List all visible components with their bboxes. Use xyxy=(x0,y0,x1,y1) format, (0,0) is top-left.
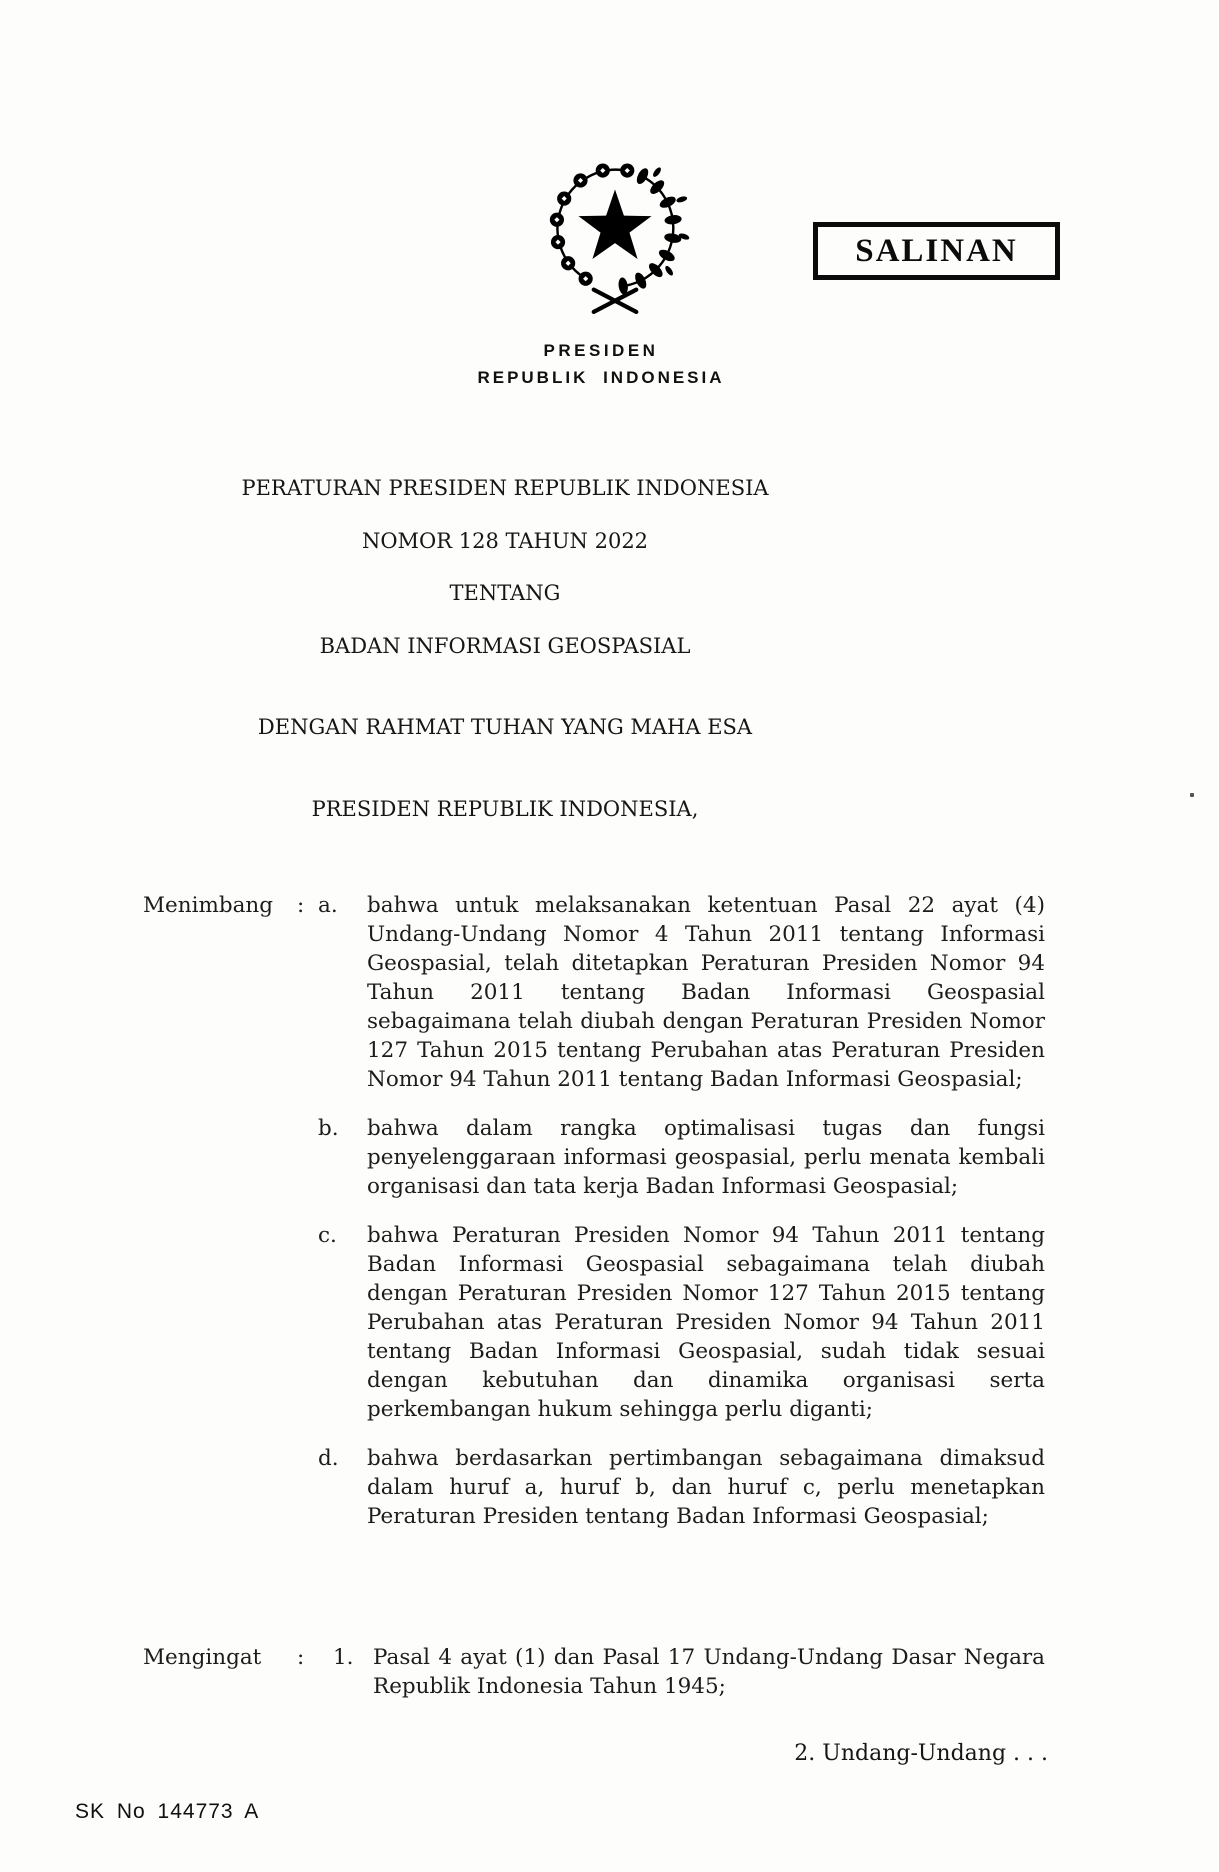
recalling-items xyxy=(318,1643,1045,1701)
considering-item-c xyxy=(318,1221,1045,1424)
item-marker: 1. xyxy=(333,1645,354,1670)
item-text: bahwa berdasarkan pertimbangan sebagaimana dimaksud dalam huruf a, huruf b, dan huruf c, perlu menetapkan Peraturan Presiden tentang Badan Informasi Geospasial; xyxy=(367,1446,1045,1529)
salinan-stamp xyxy=(813,222,1060,280)
considering-section xyxy=(143,891,1045,1531)
title-line-subject: BADAN INFORMASI GEOSPASIAL xyxy=(319,633,691,658)
title-line-number: NOMOR 128 TAHUN 2022 xyxy=(361,528,649,553)
item-text: bahwa dalam rangka optimalisasi tugas dan fungsi penyelenggaraan informasi geospasial, perlu menata kembali organisasi dan tata kerja Badan Informasi Geospasial; xyxy=(367,1116,1045,1199)
serial-number: SK No 144773 A xyxy=(75,1800,260,1823)
issuer-line: PRESIDEN REPUBLIK INDONESIA, xyxy=(311,797,699,821)
item-text: Pasal 4 ayat (1) dan Pasal 17 Undang-Undang Dasar Negara Republik Indonesia Tahun 1945; xyxy=(373,1645,1045,1699)
page-catchword: 2. Undang-Undang . . . xyxy=(794,1741,1048,1766)
recalling-item-1 xyxy=(318,1643,1045,1701)
presidential-star-wreath-emblem-icon xyxy=(531,146,699,322)
considering-label: Menimbang xyxy=(143,893,274,918)
recalling-section xyxy=(143,1643,1045,1701)
letterhead-republik-indonesia: REPUBLIK INDONESIA xyxy=(477,368,725,387)
considering-item-d xyxy=(318,1444,1045,1531)
regulation-title xyxy=(0,462,1010,672)
scan-artifact-dot xyxy=(1190,793,1194,797)
letterhead-presiden: PRESIDEN xyxy=(543,341,659,360)
item-marker: a. xyxy=(318,893,338,918)
letterhead xyxy=(0,337,1202,391)
title-line-tentang: TENTANG xyxy=(449,581,561,605)
item-marker: d. xyxy=(318,1446,339,1471)
item-marker: c. xyxy=(318,1223,337,1248)
considering-item-b xyxy=(318,1114,1045,1201)
item-text: bahwa untuk melaksanakan ketentuan Pasal 22 ayat (4) Undang-Undang Nomor 4 Tahun 2011 tentang Informasi Geospasial, telah ditetapkan Peraturan Presiden Nomor 94 Tahun 2011 tentang Badan Informasi Geospasial sebagaimana telah diubah dengan Peraturan Presiden Nomor 127 Tahun 2015 tentang Perubahan atas Peraturan Presiden Nomor 94 Tahun 2011 tentang Badan Informasi Geospasial; xyxy=(367,893,1045,1092)
considering-colon: : xyxy=(297,893,305,918)
invocation-line: DENGAN RAHMAT TUHAN YANG MAHA ESA xyxy=(257,715,753,739)
item-text: bahwa Peraturan Presiden Nomor 94 Tahun 2011 tentang Badan Informasi Geospasial sebagaimana telah diubah dengan Peraturan Presiden Nomor 127 Tahun 2015 tentang Perubahan atas Peraturan Presiden Nomor 94 Tahun 2011 tentang Badan Informasi Geospasial, sudah tidak sesuai dengan kebutuhan dan dinamika organisasi serta perkembangan hukum sehingga perlu diganti; xyxy=(367,1223,1045,1422)
recalling-colon: : xyxy=(297,1645,305,1670)
recalling-label: Mengingat xyxy=(143,1645,262,1670)
title-line-regulation: PERATURAN PRESIDEN REPUBLIK INDONESIA xyxy=(241,476,769,500)
considering-items xyxy=(318,891,1045,1531)
item-marker: b. xyxy=(318,1116,339,1141)
salinan-stamp-label: SALINAN xyxy=(855,232,1018,269)
considering-item-a xyxy=(318,891,1045,1094)
